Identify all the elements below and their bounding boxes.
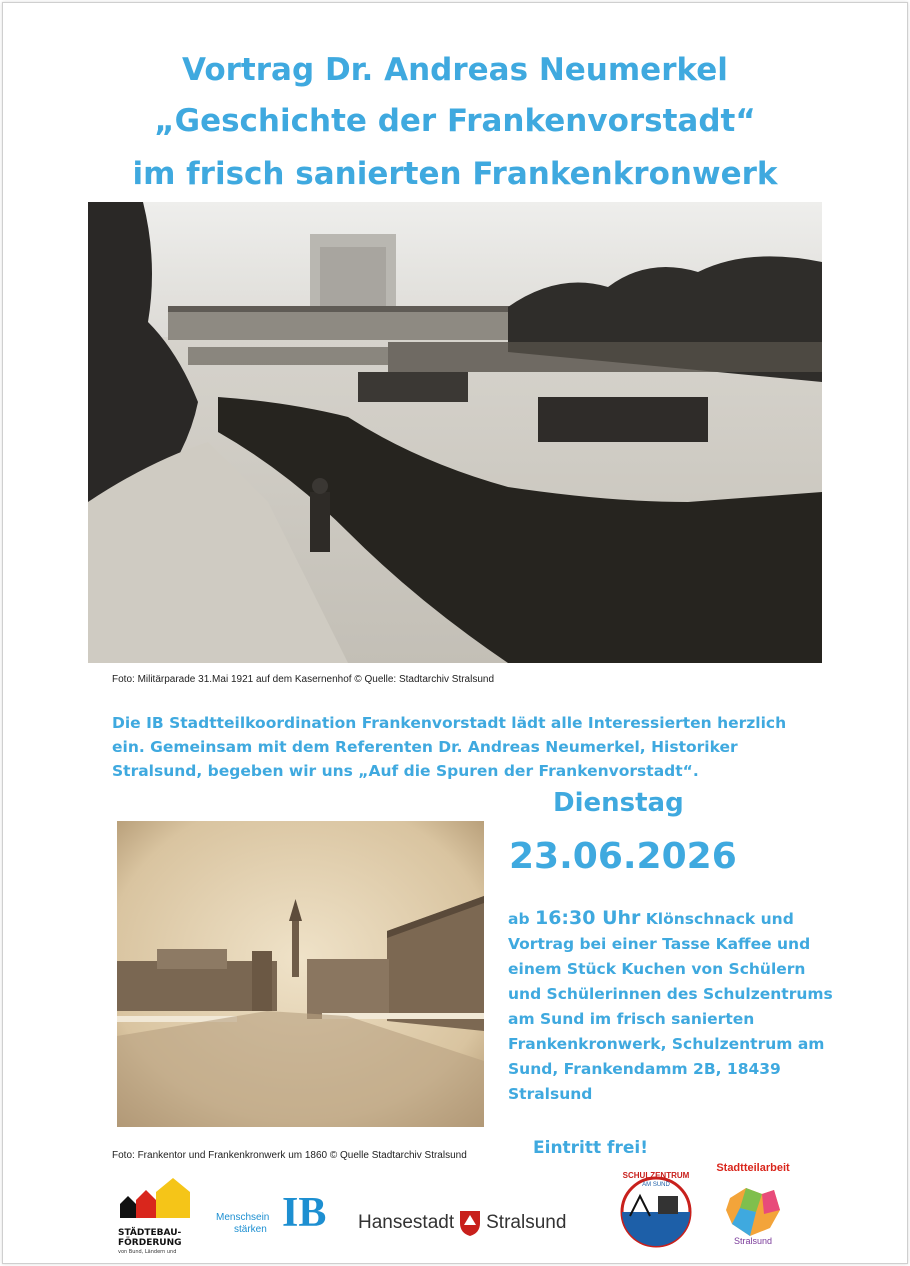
ib-logo <box>216 1190 328 1240</box>
hansestadt-logo <box>358 1206 598 1240</box>
parade-photo-caption: Foto: Militärparade 31.Mai 1921 auf dem Kasernenhof © Quelle: Stadtarchiv Stralsund <box>112 674 495 685</box>
city-shield-icon <box>458 1209 482 1237</box>
schulzentrum-sub-text: AM SUND <box>642 1182 670 1188</box>
schulzentrum-arc-text: SCHULZENTRUM <box>622 1171 690 1180</box>
frankentor-photo-caption: Foto: Frankentor und Frankenkronwerk um 1860 © Quelle Stadtarchiv Stralsund <box>112 1150 467 1161</box>
ib-mark: IB <box>282 1190 327 1236</box>
ib-slogan-2: stärken <box>234 1224 267 1235</box>
staedtebau-line-1: STÄDTEBAU- <box>118 1228 182 1238</box>
stadtteilarbeit-sub-text: Stralsund <box>733 1236 773 1246</box>
stadtteilarbeit-logo <box>716 1162 790 1250</box>
houses-icon <box>118 1178 198 1222</box>
stralsund-text: Stralsund <box>486 1212 567 1233</box>
schulzentrum-logo <box>620 1166 692 1250</box>
staedtebau-line-3: von Bund, Ländern und <box>118 1249 177 1255</box>
staedtebau-logo <box>118 1178 208 1266</box>
event-date: 23.06.2026 <box>509 836 737 877</box>
admission-note: Eintritt frei! <box>533 1138 648 1158</box>
hansestadt-text: Hansestadt <box>358 1212 455 1233</box>
staedtebau-line-2: FÖRDERUNG <box>118 1238 182 1248</box>
event-details <box>508 906 838 1107</box>
parade-photo <box>88 202 822 663</box>
title-line-1: Vortrag Dr. Andreas Neumerkel <box>182 52 728 88</box>
stadtteilarbeit-arc-text: Stadtteilarbeit <box>716 1162 790 1174</box>
event-description: Klönschnack und Vortrag bei einer Tasse Kaffee und einem Stück Kuchen von Schülern und Schülerinnen des Schulzentrums am Sund im frisch sanierten Frankenkronwerk, Schulzentrum am Sund, Frankendamm 2B, 18439 Stralsund <box>508 910 833 1103</box>
title-line-3: im frisch sanierten Frankenkronwerk <box>132 156 778 192</box>
frankentor-photo <box>117 821 484 1127</box>
event-day: Dienstag <box>553 788 684 818</box>
event-time: 16:30 Uhr <box>534 907 641 929</box>
ib-slogan-1: Menschsein <box>216 1212 270 1223</box>
title-line-2: „Geschichte der Frankenvorstadt“ <box>154 103 756 139</box>
time-prefix: ab <box>508 910 530 928</box>
intro-paragraph: Die IB Stadtteilkoordination Frankenvorstadt lädt alle Interessierten herzlich ein. Gemeinsam mit dem Referenten Dr. Andreas Neumerkel, Historiker Stralsund, begeben wir uns „Auf die Spuren der Frankenvorstadt“. <box>112 714 787 780</box>
